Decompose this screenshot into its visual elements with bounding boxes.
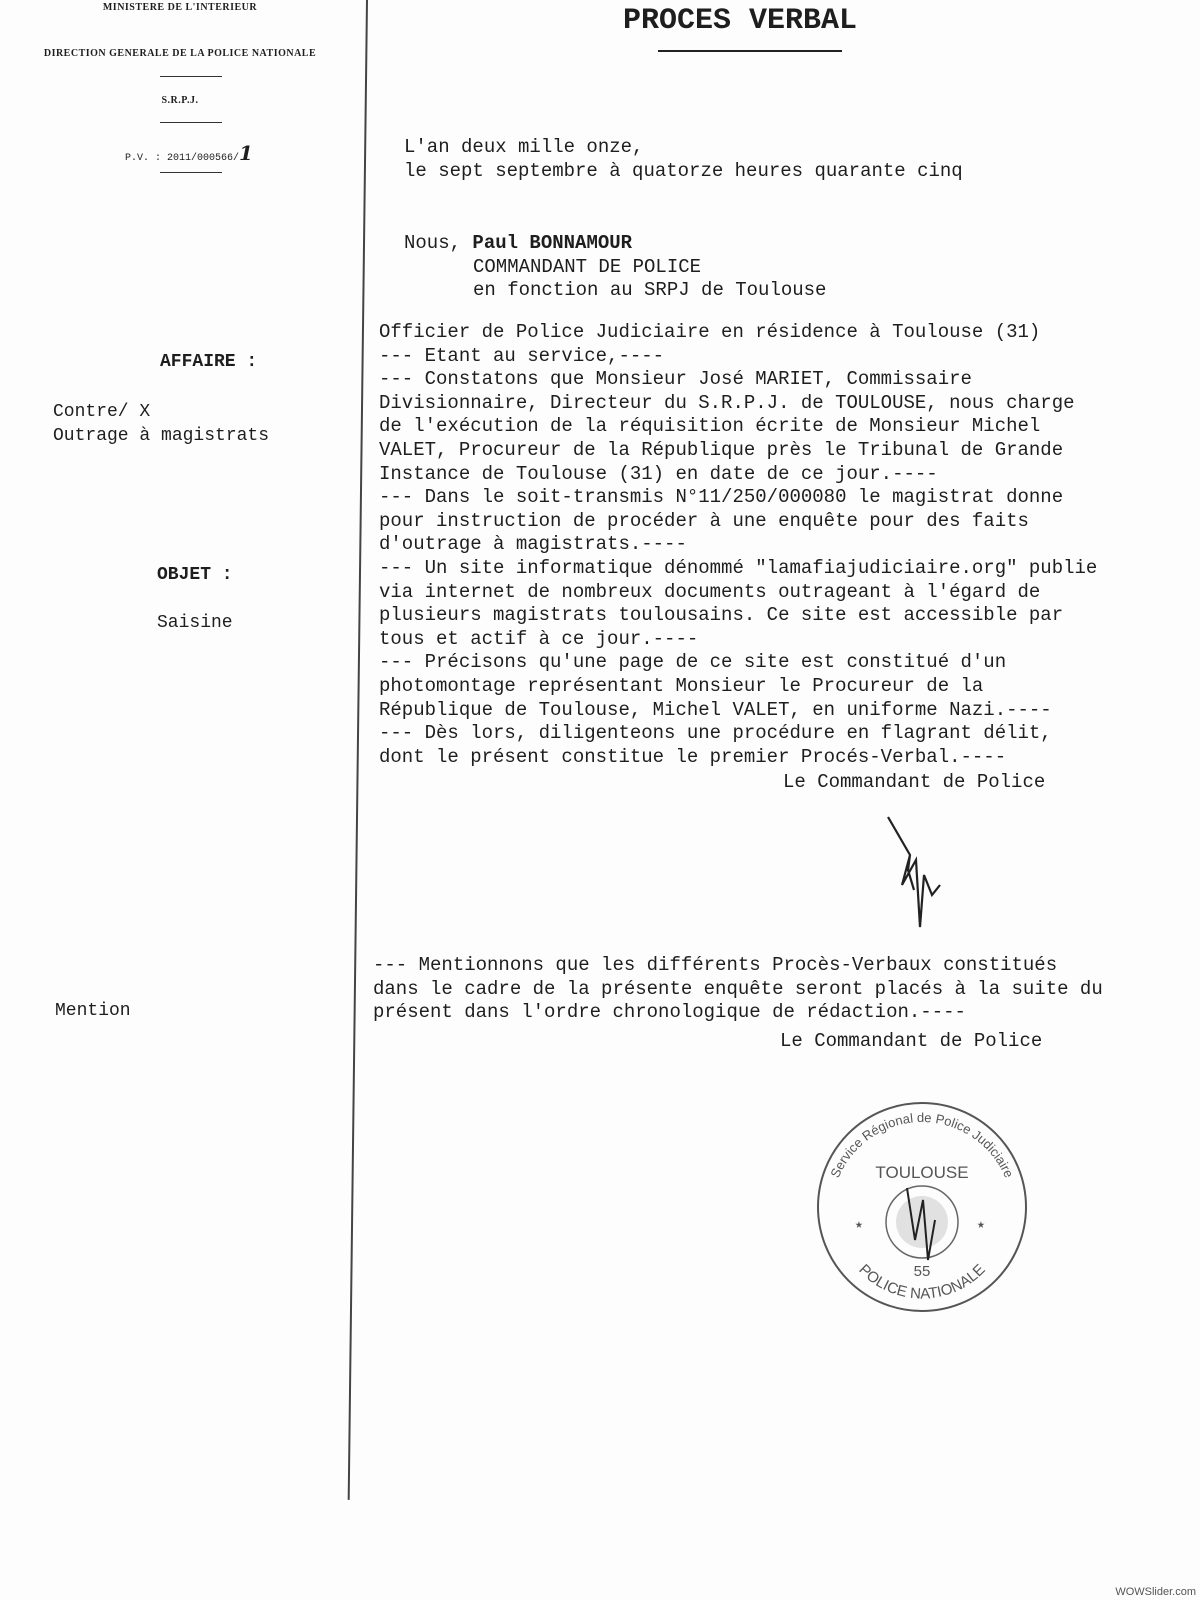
column-divider [348,0,368,1500]
ministry-header: MINISTERE DE L'INTERIEUR [102,2,258,13]
body-line: --- Un site informatique dénommé "lamafiajudiciaire.org" publie [379,556,1098,579]
mention-line: dans le cadre de la présente enquête seront placés à la suite du [373,977,1103,1000]
body-line: d'outrage à magistrats.---- [379,533,687,556]
body-line: via internet de nombreux documents outrageant à l'égard de [379,580,1041,603]
date-line: le sept septembre à quatorze heures quarante cinq [404,159,963,182]
body-line: de l'exécution de la réquisition écrite de Monsieur Michel [379,415,1041,438]
body-line: photomontage représentant Monsieur le Procureur de la [379,674,984,697]
divider [160,76,222,77]
body-line: République de Toulouse, Michel VALET, en uniforme Nazi.---- [379,698,1052,721]
body-line: --- Dans le soit-transmis N°11/250/000080 le magistrat donne [379,486,1064,509]
officer-posting: en fonction au SRPJ de Toulouse [473,279,827,302]
pv-handwritten-number: 1 [239,141,253,165]
pv-number: 2011/000566/ [167,153,240,164]
report-body [379,321,1097,769]
officer-prefix: Nous, [404,232,462,254]
body-line: tous et actif à ce jour.---- [379,627,699,650]
service-header: S.R.P.J. [161,95,199,106]
stamp-text: Service Régional de Police Judiciaire [827,1109,1017,1180]
affaire-label: AFFAIRE : [160,352,258,372]
date-line: L'an deux mille onze, [404,136,644,158]
body-line: Divisionnaire, Directeur du S.R.P.J. de TOULOUSE, nous charge [379,391,1075,414]
handwritten-signature [880,815,960,935]
affaire-line: Contre/ X [53,402,151,422]
objet-value: Saisine [157,613,233,633]
pv-label: P.V. : [125,153,162,164]
affaire-details [53,400,269,448]
body-line: VALET, Procureur de la République près le Tribunal de Grande [379,438,1064,461]
body-line: --- Précisons qu'une page de ce site est constitué d'un [379,651,1007,674]
mention-label: Mention [55,1001,131,1021]
divider [160,122,222,123]
body-line: --- Constatons que Monsieur José MARIET, Commissaire [379,368,972,391]
stamp-text: POLICE NATIONALE [855,1261,989,1303]
star-icon: ★ [977,1217,985,1232]
signature-title: Le Commandant de Police [783,771,1046,793]
title-underline [658,50,842,52]
stamp-number: 55 [913,1263,931,1280]
body-line: Officier de Police Judiciaire en résidence à Toulouse (31) [379,321,1041,343]
stamp-city: TOULOUSE [875,1163,969,1182]
officer-name: Paul BONNAMOUR [472,232,633,254]
watermark: WOWSlider.com [1115,1586,1196,1598]
body-line: --- Etant au service,---- [379,344,665,367]
divider [160,172,222,173]
pv-reference [125,141,253,165]
officer-rank: COMMANDANT DE POLICE [473,255,702,278]
body-line: --- Dès lors, diligenteons une procédure en flagrant délit, [379,722,1052,745]
officer-block [404,232,826,303]
star-icon: ★ [855,1217,863,1232]
page-title: PROCES VERBAL [622,4,858,38]
official-stamp [815,1100,1030,1315]
mention-line: --- Mentionnons que les différents Procès-Verbaux constitués [373,954,1058,976]
objet-label: OBJET : [157,565,233,585]
body-line: plusieurs magistrats toulousains. Ce site est accessible par [379,604,1064,627]
direction-header: DIRECTION GENERALE DE LA POLICE NATIONALE [43,48,317,59]
affaire-line: Outrage à magistrats [53,426,270,446]
signature-title: Le Commandant de Police [780,1030,1043,1052]
mention-body [373,954,1103,1025]
mention-line: présent dans l'ordre chronologique de rédaction.---- [373,1001,966,1024]
body-line: Instance de Toulouse (31) en date de ce jour.---- [379,462,938,485]
body-line: pour instruction de procéder à une enquête pour des faits [379,509,1029,532]
date-block [404,136,963,183]
body-line: dont le présent constitue le premier Procés-Verbal.---- [379,745,1007,768]
